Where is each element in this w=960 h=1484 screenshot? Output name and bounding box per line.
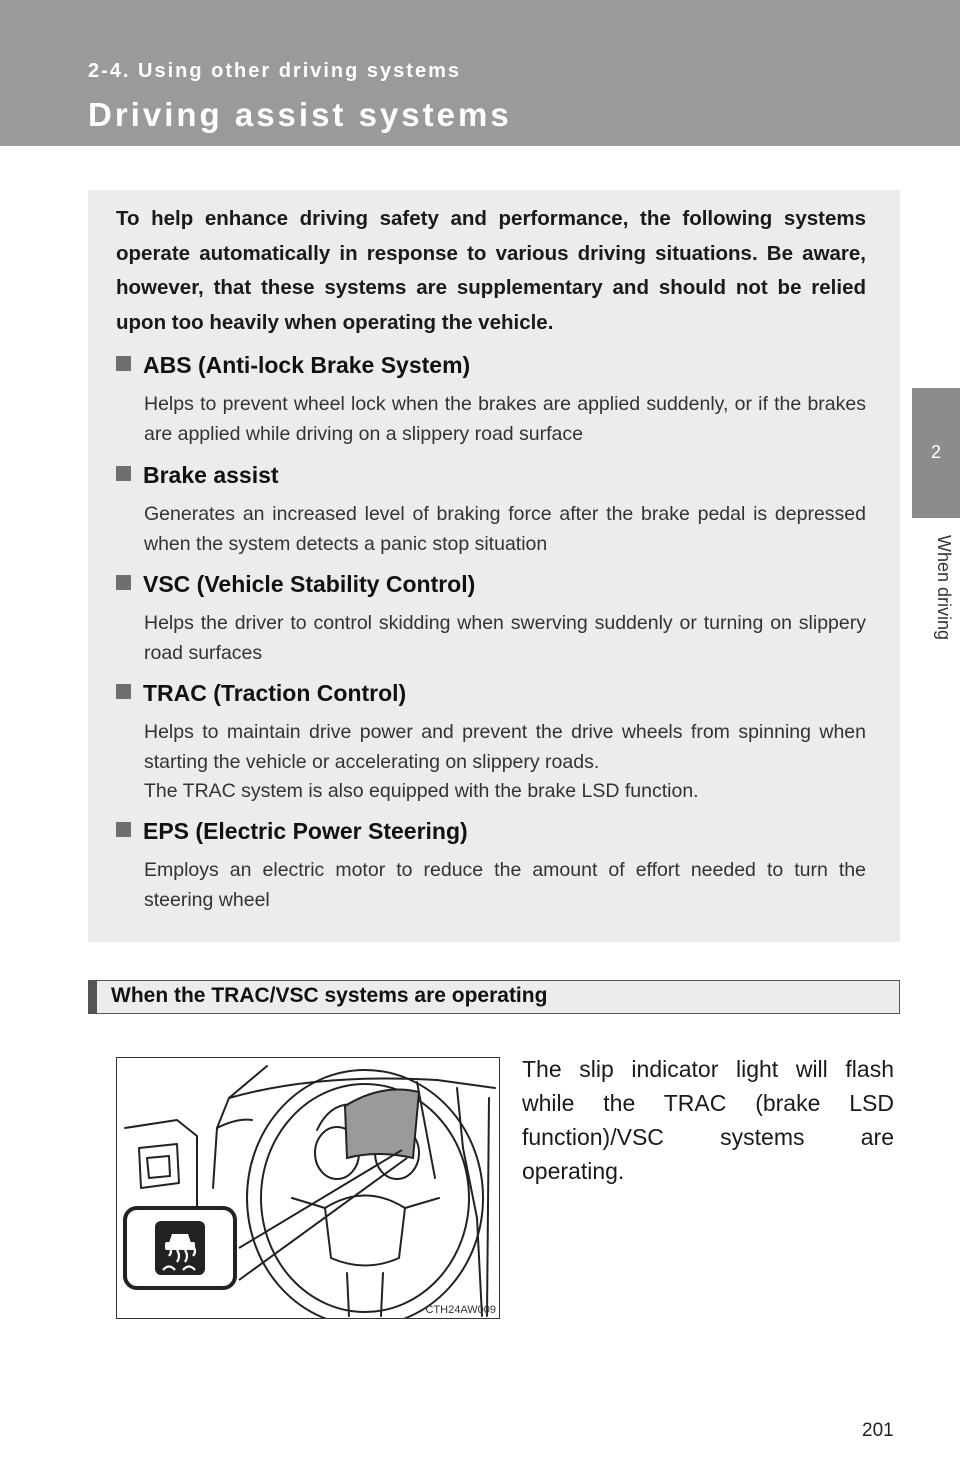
- section-label: 2-4. Using other driving systems: [88, 60, 461, 82]
- system-desc-eps: Employs an electric motor to reduce the amount of effort needed to turn the steering wheel: [144, 859, 866, 911]
- subsection-heading: When the TRAC/VSC systems are operating: [111, 984, 548, 1007]
- system-heading-trac: TRAC (Traction Control): [116, 680, 406, 707]
- system-heading-eps: EPS (Electric Power Steering): [116, 818, 468, 845]
- intro-text: To help enhance driving safety and performance, the following systems operate automatically in response to various driving situations. Be aware, however, that these systems are supplementary and should not be relied upon too heavily when operating the vehicle.: [116, 207, 866, 334]
- system-heading-vsc: VSC (Vehicle Stability Control): [116, 571, 475, 598]
- system-desc-trac: Helps to maintain drive power and prevent the drive wheels from spinning when starting the vehicle or accelerating on slippery roads.: [144, 721, 866, 773]
- page-number: 201: [862, 1420, 894, 1441]
- bullet-square-icon: [116, 356, 131, 371]
- chapter-label: When driving: [934, 535, 954, 641]
- system-heading-brake-assist: Brake assist: [116, 462, 279, 489]
- subsection-heading-bar: [88, 980, 900, 1014]
- slip-indicator-icon: [155, 1221, 205, 1275]
- figure-code: CTH24AW009: [425, 1304, 496, 1316]
- bullet-square-icon: [116, 466, 131, 481]
- dashboard-drawing: [117, 1058, 499, 1318]
- bullet-square-icon: [116, 684, 131, 699]
- page-title: Driving assist systems: [88, 96, 512, 133]
- bullet-square-icon: [116, 822, 131, 837]
- subsection-accent: [89, 981, 97, 1013]
- system-desc-brake-assist: Generates an increased level of braking force after the brake pedal is depressed when the system detects a panic stop situation: [144, 503, 866, 555]
- bullet-square-icon: [116, 575, 131, 590]
- system-desc-trac-lsd: The TRAC system is also equipped with the brake LSD function.: [144, 780, 699, 802]
- dashboard-illustration: [116, 1057, 500, 1319]
- system-heading-abs: ABS (Anti-lock Brake System): [116, 352, 470, 379]
- system-desc-vsc: Helps the driver to control skidding when swerving suddenly or turning on slippery road surfaces: [144, 612, 866, 664]
- chapter-number: 2: [930, 442, 941, 462]
- system-desc-abs: Helps to prevent wheel lock when the brakes are applied suddenly, or if the brakes are applied while driving on a slippery road surface: [144, 393, 866, 445]
- subsection-body: The slip indicator light will flash while the TRAC (brake LSD function)/VSC systems are operating.: [522, 1056, 894, 1184]
